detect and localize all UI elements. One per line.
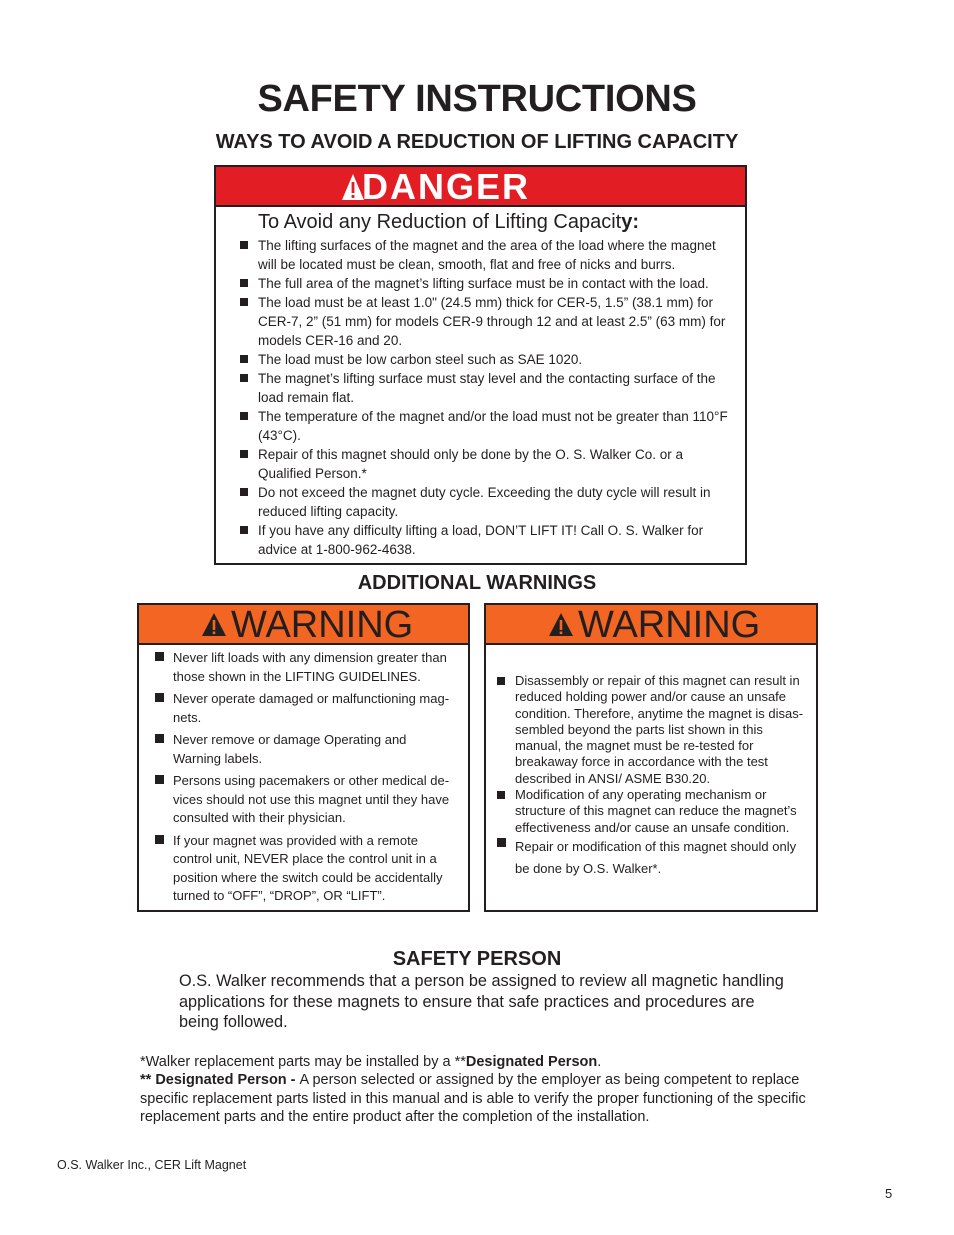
list-item <box>497 787 809 836</box>
footer-company: O.S. Walker Inc., CER Lift Magnet <box>57 1158 247 1172</box>
warning-label: WARNING <box>231 604 414 646</box>
warning-right-list <box>497 673 809 880</box>
bullet-square-icon <box>240 355 248 363</box>
list-item <box>155 731 457 768</box>
warning-header <box>139 605 468 645</box>
footnote-designated-person <box>140 1071 830 1127</box>
bullet-square-icon <box>497 838 506 847</box>
warning-header <box>486 605 816 645</box>
list-item <box>240 369 730 407</box>
danger-list <box>240 236 730 559</box>
list-item-text: Repair or modification of this magnet should only be done by O.S. Walker*. <box>515 838 797 876</box>
list-item <box>497 673 809 787</box>
warning-triangle-icon <box>201 612 227 637</box>
danger-intro-suffix: y: <box>621 211 639 233</box>
warning-box-right <box>484 603 818 912</box>
list-item-text: If you have any difficulty lifting a load, DON’T LIFT IT! Call O. S. Walker for advice at 1-800-962-4638. <box>258 523 704 557</box>
list-item <box>240 293 730 350</box>
footnote-prefix: *Walker replacement parts may be installed by a ** <box>140 1054 466 1070</box>
section-subtitle: WAYS TO AVOID A REDUCTION OF LIFTING CAPACITY <box>215 131 739 153</box>
bullet-square-icon <box>240 488 248 496</box>
footnote-bold: Designated Person <box>465 1054 598 1070</box>
list-item-text: The temperature of the magnet and/or the load must not be greater than 110°F (43°C). <box>258 409 728 443</box>
list-item-text: The magnet’s lifting surface must stay level and the contacting surface of the load remain flat. <box>258 371 716 405</box>
list-item-text: Do not exceed the magnet duty cycle. Exceeding the duty cycle will result in reduced lifting capacity. <box>258 485 711 519</box>
bullet-square-icon <box>240 298 248 306</box>
bullet-square-icon <box>240 450 248 458</box>
bullet-square-icon <box>497 791 505 799</box>
list-item-text: Never remove or damage Operating and Warning labels. <box>173 732 407 766</box>
page-title: SAFETY INSTRUCTIONS <box>257 78 697 120</box>
danger-box <box>214 165 747 565</box>
safety-person-text: O.S. Walker recommends that a person be assigned to review all magnetic handling applications for these magnets to ensure that safe practices and procedures are being followed. <box>179 972 784 1031</box>
warning-left-list <box>155 649 457 910</box>
additional-warnings-heading: ADDITIONAL WARNINGS <box>357 572 597 594</box>
bullet-square-icon <box>155 652 164 661</box>
danger-label: DANGER <box>362 166 531 207</box>
bullet-square-icon <box>240 374 248 382</box>
bullet-square-icon <box>155 775 164 784</box>
bullet-square-icon <box>155 835 164 844</box>
list-item-text: Never operate damaged or malfunctioning mag-nets. <box>173 691 450 725</box>
footnote-replacement-parts <box>140 1053 601 1071</box>
bullet-square-icon <box>240 526 248 534</box>
footnote-bold: ** Designated Person - <box>140 1072 300 1088</box>
bullet-square-icon <box>240 241 248 249</box>
list-item <box>240 407 730 445</box>
warning-triangle-icon <box>548 612 574 637</box>
safety-person-heading: SAFETY PERSON <box>392 948 562 970</box>
warning-box-left <box>137 603 470 912</box>
list-item <box>240 521 730 559</box>
danger-intro-text: To Avoid any Reduction of Lifting Capacit <box>258 211 622 233</box>
bullet-square-icon <box>497 677 505 685</box>
list-item <box>240 274 730 293</box>
list-item <box>497 836 809 880</box>
danger-header <box>216 167 745 207</box>
footnote-text: A person selected or assigned by the employer as being competent to replace specific replacement parts listed in this manual and is able to verify the proper functioning of the specific replacement parts and the entire product after the completion of the installation. <box>140 1072 806 1125</box>
bullet-square-icon <box>240 279 248 287</box>
list-item <box>240 445 730 483</box>
list-item <box>155 772 457 828</box>
list-item <box>240 483 730 521</box>
list-item-text: Modification of any operating mechanism or structure of this magnet can reduce the magnet’s effectiveness and/or cause an unsafe condition. <box>515 787 797 835</box>
list-item-text: Repair of this magnet should only be done by the O. S. Walker Co. or a Qualified Person.* <box>258 447 683 481</box>
list-item <box>155 690 457 727</box>
list-item-text: If your magnet was provided with a remote control unit, NEVER place the control unit in a position where the switch could be accidentally turned to “OFF”, “DROP”, OR “LIFT”. <box>173 832 443 903</box>
bullet-square-icon <box>155 693 164 702</box>
list-item-text: Never lift loads with any dimension greater than those shown in the LIFTING GUIDELINES. <box>173 650 447 684</box>
list-item <box>240 350 730 369</box>
danger-intro <box>258 210 639 234</box>
list-item <box>240 236 730 274</box>
list-item-text: The lifting surfaces of the magnet and the area of the load where the magnet will be located must be clean, smooth, flat and free of nicks and burrs. <box>258 238 716 272</box>
bullet-square-icon <box>240 412 248 420</box>
list-item-text: Disassembly or repair of this magnet can result in reduced holding power and/or cause an unsafe condition. Therefore, anytime the magnet is disas-sembled beyond the parts list shown in this manual, the magnet must be re-tested for breakaway force in accordance with the test described in ANSI/ ASME B30.20. <box>515 673 804 786</box>
page-number: 5 <box>885 1186 893 1201</box>
list-item-text: Persons using pacemakers or other medical de-vices should not use this magnet until they have consulted with their physician. <box>173 773 450 825</box>
list-item <box>155 649 457 686</box>
bullet-square-icon <box>155 734 164 743</box>
footnote-suffix: . <box>597 1054 602 1070</box>
list-item <box>155 832 457 906</box>
list-item-text: The full area of the magnet’s lifting surface must be in contact with the load. <box>258 276 709 291</box>
list-item-text: The load must be low carbon steel such as SAE 1020. <box>258 352 583 367</box>
warning-label: WARNING <box>578 604 761 646</box>
list-item-text: The load must be at least 1.0" (24.5 mm) thick for CER-5, 1.5” (38.1 mm) for CER-7, 2” (51 mm) for models CER-9 through 12 and at least 2.5” (63 mm) for models CER-16 and 20. <box>258 295 726 348</box>
